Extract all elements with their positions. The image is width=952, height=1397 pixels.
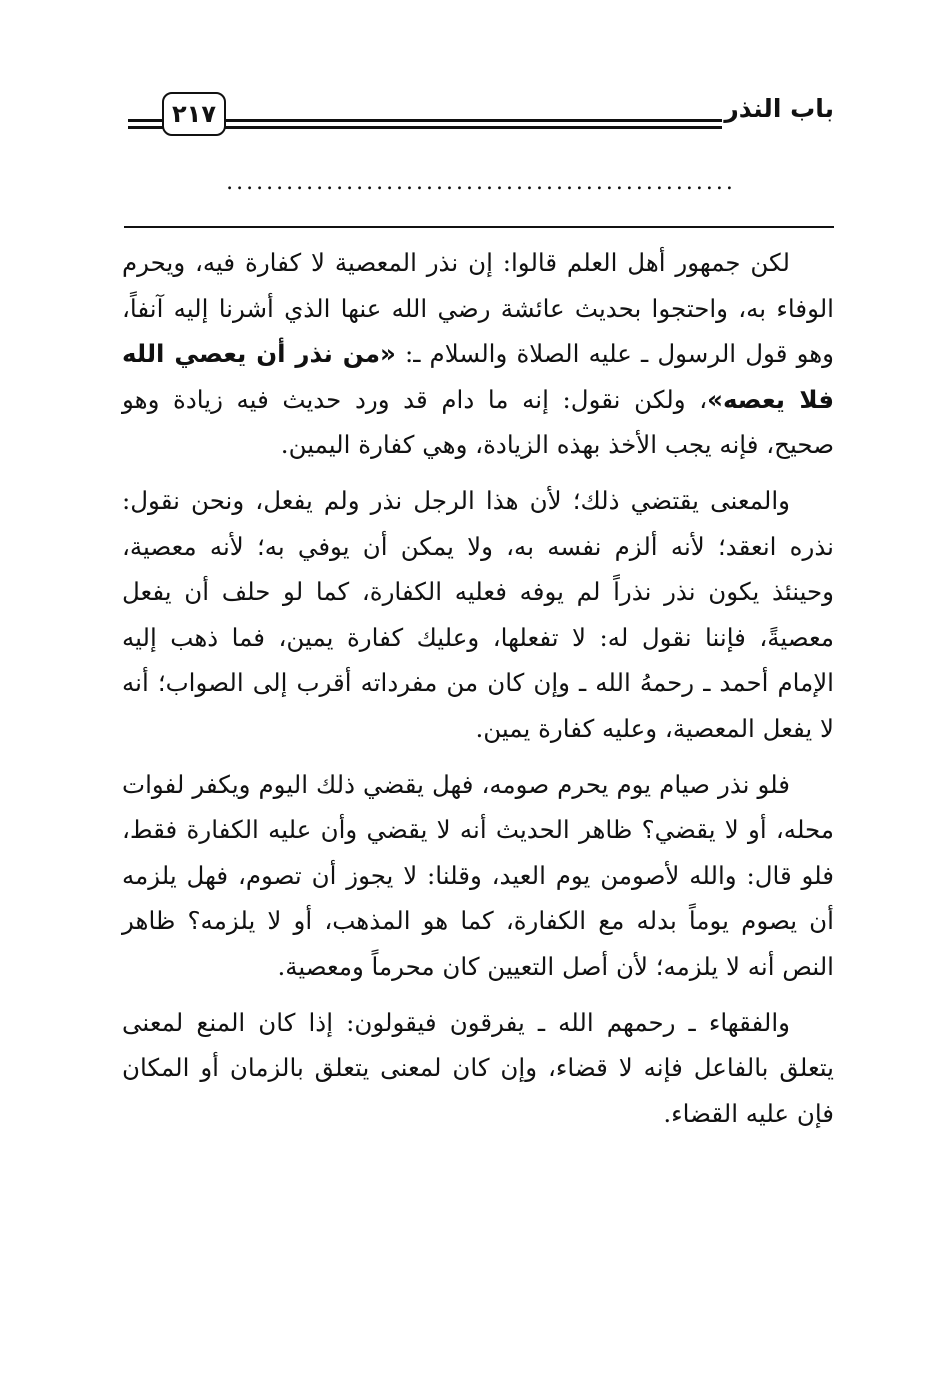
page-number: ٢١٧	[162, 92, 226, 136]
footnote-dotted-line: ...................................................	[226, 172, 736, 194]
header-rule	[224, 119, 722, 122]
hadith-quote: «من نذر أن يعصي الله فلا يعصه»	[122, 339, 835, 414]
body-text	[122, 240, 834, 1146]
header-rule	[128, 126, 164, 129]
paragraph-3: فلو نذر صيام يوم يحرم صومه، فهل يقضي ذلك اليوم ويكفر لفوات محله، أو لا يقضي؟ ظاهر الحديث أنه لا يقضي وأن عليه الكفارة فقط، فلو قال: والله لأصومن يوم العيد، وقلنا: لا يجوز أن تصوم، فهل يلزمه أن يصوم يوماً بدله مع الكفارة، كما هو المذهب، أو لا يلزمه؟ ظاهر النص أنه لا يلزمه؛ لأن أصل التعيين كان محرماً ومعصية.	[122, 769, 834, 981]
paragraph-2: والمعنى يقتضي ذلك؛ لأن هذا الرجل نذر ولم يفعل، ونحن نقول: نذره انعقد؛ لأنه ألزم نفسه به، ولا يمكن أن يوفي به؛ لأنه معصية، وحينئذ يكون نذر نذراً لم يوفه فعليه الكفارة، كما لو حلف أن يفعل معصيةً، فإننا نقول له: لا تفعلها، وعليك كفارة يمين، فما ذهب إليه الإمام أحمد ـ رحمهُ الله ـ وإن كان من مفرداته أقرب إلى الصواب؛ أنه لا يفعل المعصية، وعليه كفارة يمين.	[122, 485, 834, 743]
paragraph-4: والفقهاء ـ رحمهم الله ـ يفرقون فيقولون: إذا كان المنع لمعنى يتعلق بالفاعل فإنه لا قضاء، وإن كان لمعنى يتعلق بالزمان أو المكان فإن عليه القضاء.	[122, 1007, 834, 1128]
header-rule	[224, 126, 722, 129]
paragraph-text: لكن جمهور أهل العلم قالوا: إن نذر المعصية لا كفارة فيه، ويحرم الوفاء به، واحتجوا بحديث عائشة رضي الله عنها الذي أشرنا إليه آنفاً، وهو قول الرسول ـ عليه الصلاة والسلام ـ:	[122, 248, 834, 369]
paragraph-1	[122, 240, 834, 468]
header-rule	[128, 119, 164, 122]
running-title: باب النذر	[724, 94, 834, 123]
header-separator-line	[124, 226, 834, 228]
running-header	[128, 92, 834, 148]
paragraph-text: ، ولكن نقول: إنه ما دام قد ورد حديث فيه زيادة وهو صحيح، فإنه يجب الأخذ بهذه الزيادة، وهي كفارة اليمين.	[122, 384, 834, 460]
